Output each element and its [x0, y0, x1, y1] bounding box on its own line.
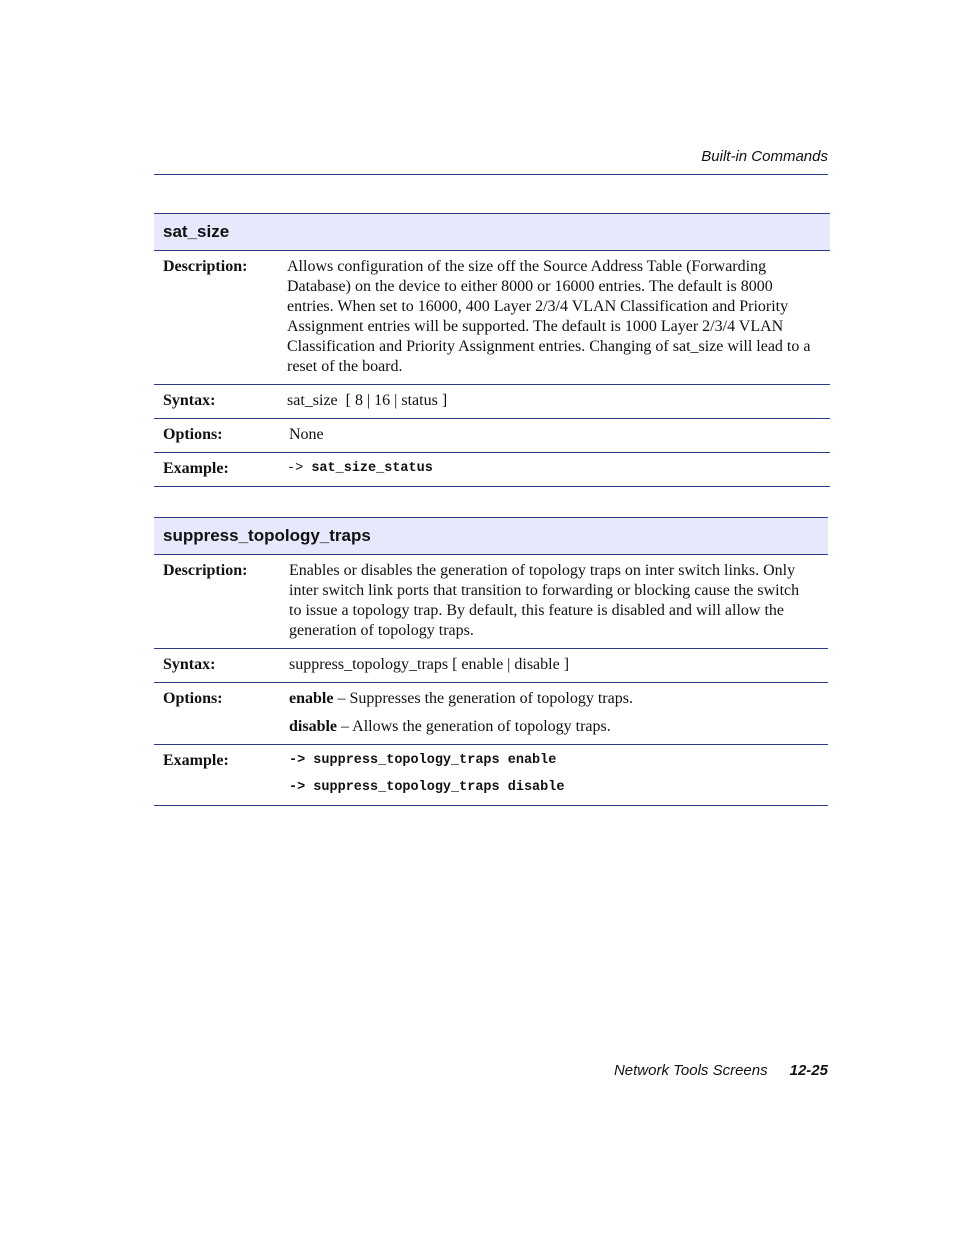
- example-command: sat_size_status: [311, 461, 433, 476]
- options-row: [154, 683, 828, 745]
- description-row: [154, 555, 828, 649]
- option-desc: – Allows the generation of topology traps.: [337, 718, 611, 735]
- description-label: Description:: [154, 251, 278, 385]
- option-item: [289, 717, 818, 737]
- example-command: -> suppress_topology_traps disable: [289, 780, 565, 795]
- syntax-text: suppress_topology_traps [ enable | disable ]: [280, 649, 828, 683]
- syntax-row: [154, 649, 828, 683]
- option-term: disable: [289, 718, 338, 735]
- option-term: enable: [289, 690, 334, 707]
- options-label: Options:: [154, 683, 280, 745]
- description-label: Description:: [154, 555, 280, 649]
- header-rule: [154, 174, 828, 175]
- command-table-suppress-topology-traps: [154, 517, 828, 806]
- command-title: suppress_topology_traps: [154, 518, 828, 555]
- description-text: Allows configuration of the size off the Source Address Table (Forwarding Database) on the device to either 8000 or 16000 entries. The default is 8000 entries. When set to 16000, 400 Layer 2/3/4 VLAN Classification and Priority Assignment entries will be supported. The default is 1000 Layer 2/3/4 VLAN Classification and Priority Assignment entries. Changing of sat_size will lead to a reset of the board.: [278, 251, 830, 385]
- example-code: [280, 745, 828, 806]
- example-prompt: ->: [287, 461, 304, 476]
- running-header: Built-in Commands: [701, 148, 828, 165]
- page-number: 12-25: [789, 1062, 828, 1079]
- page-footer: [614, 1062, 828, 1079]
- example-command: -> suppress_topology_traps enable: [289, 753, 557, 768]
- example-label: Example:: [154, 453, 278, 487]
- syntax-row: [154, 385, 830, 419]
- description-text: Enables or disables the generation of topology traps on inter switch links. Only inter switch link ports that transition to forwarding or blocking cause the switch to issue a topology trap. By default, this feature is disabled and will allow the generation of topology traps.: [280, 555, 828, 649]
- example-label: Example:: [154, 745, 280, 806]
- syntax-text: sat_size [ 8 | 16 | status ]: [278, 385, 830, 419]
- option-item: [289, 689, 818, 709]
- option-desc: – Suppresses the generation of topology traps.: [333, 690, 633, 707]
- example-row: [154, 745, 828, 806]
- description-row: [154, 251, 830, 385]
- options-label: Options:: [154, 419, 278, 453]
- syntax-label: Syntax:: [154, 385, 278, 419]
- options-list: [280, 683, 828, 745]
- options-text: None: [278, 419, 830, 453]
- example-code: [278, 453, 830, 487]
- syntax-label: Syntax:: [154, 649, 280, 683]
- footer-section: Network Tools Screens: [613, 1062, 768, 1079]
- command-table-sat-size: [154, 213, 830, 487]
- options-row: [154, 419, 830, 453]
- command-title: sat_size: [154, 214, 830, 251]
- example-row: [154, 453, 830, 487]
